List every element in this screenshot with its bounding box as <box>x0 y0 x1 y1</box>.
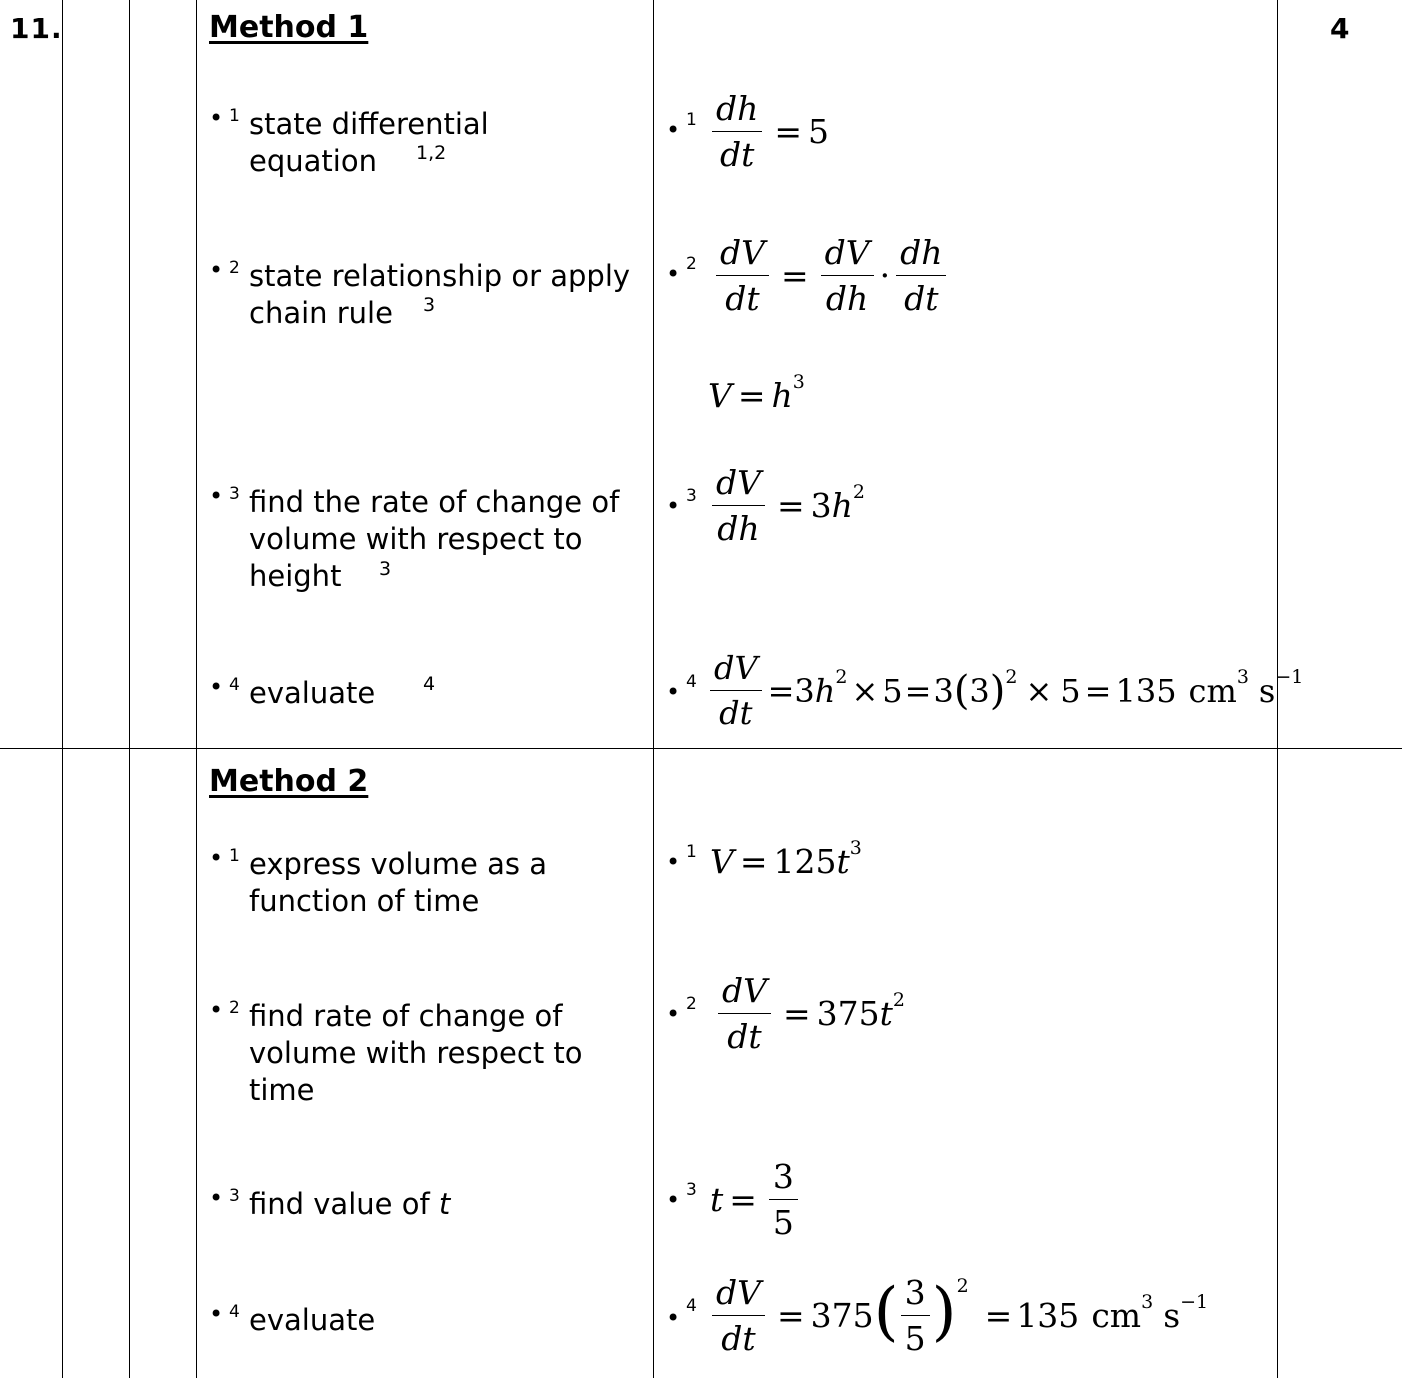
m1-answer-2-relation: V = h 3 <box>708 370 805 415</box>
m1-step-3 <box>209 482 620 593</box>
bullet-icon: • <box>666 1000 681 1028</box>
bullet-icon: • <box>209 1184 224 1212</box>
row-divider <box>0 748 1402 749</box>
step-number: 3 <box>229 484 240 504</box>
m1-step-1 <box>209 104 489 178</box>
note-reference: 1,2 <box>416 142 447 164</box>
step-description: find the rate of change of volume with respect to height <box>249 485 620 593</box>
bullet-icon: • <box>209 844 224 872</box>
bullet-icon: • <box>666 492 681 520</box>
bullet-icon: • <box>209 104 224 132</box>
bullet-icon: • <box>666 116 681 144</box>
step-description: find value of t <box>249 1187 451 1221</box>
bullet-icon: • <box>209 482 224 510</box>
method-2-heading: Method 2 <box>209 764 369 799</box>
step-description: state relationship or apply chain rule <box>249 259 631 330</box>
column-divider-4 <box>653 0 654 1378</box>
m2-step-4 <box>209 1300 376 1337</box>
step-description: evaluate <box>249 676 376 710</box>
m2-step-1 <box>209 844 547 918</box>
step-description: express volume as a function of time <box>249 847 547 918</box>
step-number: 4 <box>229 675 240 695</box>
step-number: 1 <box>229 106 240 126</box>
bullet-icon: • <box>666 1304 681 1332</box>
step-number: 2 <box>229 998 240 1018</box>
bullet-icon: • <box>209 1300 224 1328</box>
step-description: evaluate <box>249 1303 376 1337</box>
m1-step-2 <box>209 256 631 330</box>
step-number: 4 <box>229 1302 240 1322</box>
step-number: 2 <box>229 258 240 278</box>
note-reference: 3 <box>379 558 392 580</box>
bullet-icon: • <box>666 678 681 706</box>
m2-step-3 <box>209 1184 451 1221</box>
step-description: find rate of change of volume with respect to time <box>249 999 583 1107</box>
column-divider-3 <box>196 0 197 1378</box>
bullet-icon: • <box>209 673 224 701</box>
bullet-icon: • <box>666 260 681 288</box>
bullet-icon: • <box>209 996 224 1024</box>
method-1-heading: Method 1 <box>209 10 369 45</box>
column-divider-2 <box>129 0 130 1378</box>
step-description: state differential equation <box>249 107 489 178</box>
bullet-icon: • <box>666 848 681 876</box>
note-reference: 3 <box>423 294 436 316</box>
step-number: 3 <box>229 1186 240 1206</box>
bullet-icon: • <box>666 1186 681 1214</box>
question-number: 11. <box>10 12 63 45</box>
step-number: 1 <box>229 846 240 866</box>
note-reference: 4 <box>423 673 436 695</box>
m1-step-4 <box>209 673 436 710</box>
question-marks: 4 <box>1330 12 1350 45</box>
column-divider-1 <box>62 0 63 1378</box>
bullet-icon: • <box>209 256 224 284</box>
m2-step-2 <box>209 996 583 1107</box>
